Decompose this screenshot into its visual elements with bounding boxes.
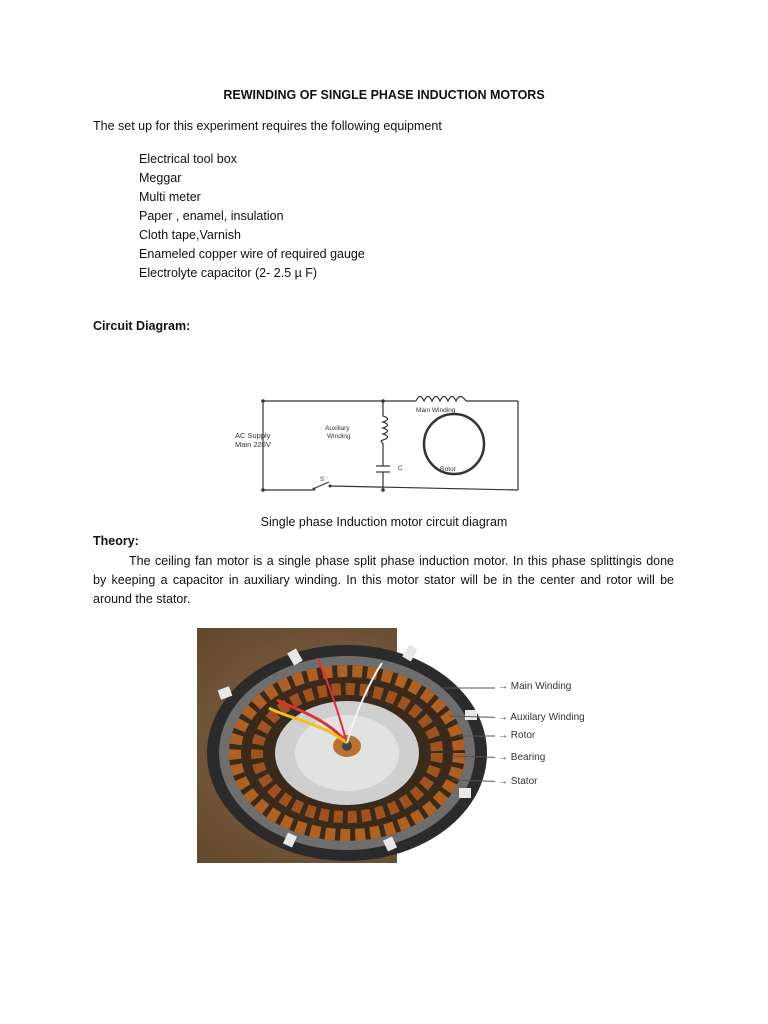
- document-title: REWINDING OF SINGLE PHASE INDUCTION MOTORS: [223, 88, 545, 102]
- capacitor-label: C: [398, 465, 403, 472]
- list-item: Meggar: [139, 171, 182, 185]
- list-item: Electrical tool box: [139, 152, 237, 166]
- arrow-icon: →: [498, 776, 511, 787]
- main-winding-label: Main Winding: [416, 407, 456, 414]
- switch-label: S: [320, 477, 325, 483]
- photo-label-rotor: → Rotor: [498, 730, 536, 741]
- circuit-caption: Single phase Induction motor circuit diagram: [260, 515, 508, 529]
- theory-paragraph: The ceiling fan motor is a single phase split phase induction motor. In this phase splittingis done by keeping a capacitor in auxiliary winding. In this motor stator will be in the center and rotor will be around the stator.: [93, 554, 674, 606]
- list-item: Multi meter: [139, 190, 201, 204]
- supply-voltage-label: Main 220V: [235, 440, 271, 449]
- theory-heading: Theory:: [93, 534, 139, 548]
- list-item: Electrolyte capacitor (2- 2.5 µ F): [139, 266, 318, 280]
- equipment-list: [139, 150, 365, 283]
- circuit-heading: Circuit Diagram:: [93, 319, 191, 333]
- photo-label-bearing: → Bearing: [498, 752, 546, 763]
- photo-label-auxilary-winding: → Auxilary Winding: [498, 712, 585, 723]
- arrow-icon: →: [498, 730, 511, 741]
- photo-label-main-winding: → Main Winding: [498, 681, 572, 692]
- circuit-diagram: [228, 388, 528, 498]
- supply-label: AC Supply: [235, 431, 271, 440]
- arrow-icon: →: [498, 681, 511, 692]
- arrow-icon: →: [498, 752, 511, 763]
- list-item: Cloth tape,Varnish: [139, 228, 241, 242]
- intro-text: The set up for this experiment requires the following equipment: [93, 119, 442, 133]
- rotor-label: Rotor: [440, 466, 456, 473]
- auxiliary-label: Auxiliary: [325, 425, 350, 432]
- arrow-icon: →: [498, 712, 511, 723]
- list-item: Enameled copper wire of required gauge: [139, 247, 365, 261]
- list-item: Paper , enamel, insulation: [139, 209, 284, 223]
- motor-photo: [197, 628, 495, 863]
- photo-label-stator: → Stator: [498, 776, 538, 787]
- auxiliary-winding-label: Winding: [327, 433, 351, 440]
